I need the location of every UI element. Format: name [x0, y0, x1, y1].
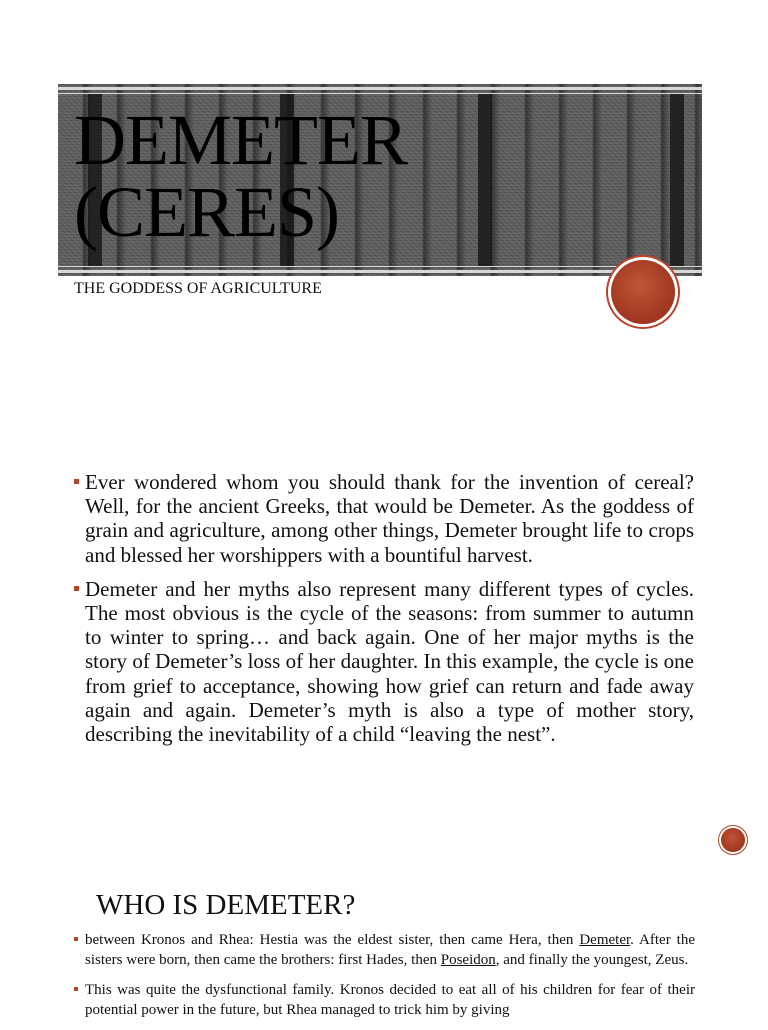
- list-item: [74, 470, 694, 567]
- intro-bullet-list: [74, 470, 694, 756]
- band-stripe: [670, 94, 684, 266]
- band-rule: [58, 93, 702, 94]
- bullet-text-part: between Kronos and Rhea: Hestia was the eldest sister, then came Hera, then: [85, 932, 580, 948]
- band-rule: [58, 87, 702, 90]
- decorative-circle: [611, 260, 675, 324]
- bullet-text-part: . After the sisters were born, then came the brothers: first Hades, then: [85, 932, 695, 968]
- list-item: [74, 930, 695, 970]
- bullet-text: Demeter and her myths also represent many different types of cycles. The most obvious is the cycle of the seasons: from summer to autumn to winter to spring… and back again. One of her major myths is the story of Demeter’s loss of her daughter. In this example, the cycle is one from grief to acceptance, showing how grief can return and fade away again and again. Demeter’s myth is also a type of mother story, describing the inevitability of a child “leaving the nest”.: [85, 576, 694, 747]
- poseidon-link[interactable]: Poseidon: [440, 952, 496, 968]
- slide-title: [74, 100, 407, 252]
- bullet-marker-icon: [74, 586, 79, 591]
- family-bullet-list: [74, 930, 695, 1030]
- bullet-text: This was quite the dysfunctional family. Kronos decided to eat all of his children for fear of their potential power in the future, but Rhea managed to trick him by giving: [85, 982, 695, 1018]
- bullet-marker-icon: [74, 479, 79, 484]
- slide-subtitle: THE GODDESS OF AGRICULTURE: [74, 280, 322, 297]
- section-heading: WHO IS DEMETER?: [96, 889, 356, 921]
- band-rule: [58, 270, 702, 273]
- title-line-1: DEMETER: [74, 100, 407, 180]
- list-item: [74, 577, 694, 746]
- bullet-marker-icon: [74, 937, 78, 941]
- band-stripe: [478, 94, 492, 266]
- list-item: [74, 980, 695, 1020]
- bullet-marker-icon: [74, 987, 78, 991]
- bullet-text-part: , and finally the youngest, Zeus.: [495, 952, 689, 968]
- bullet-text: Ever wondered whom you should thank for the invention of cereal? Well, for the ancient Greeks, that would be Demeter. As the goddess of grain and agriculture, among other things, Demeter brought life to crops and blessed her worshippers with a bountiful harvest.: [85, 470, 694, 567]
- title-line-2: (CERES): [74, 172, 340, 252]
- demeter-link[interactable]: Demeter: [579, 932, 631, 948]
- band-rule: [58, 266, 702, 267]
- decorative-circle: [721, 828, 745, 852]
